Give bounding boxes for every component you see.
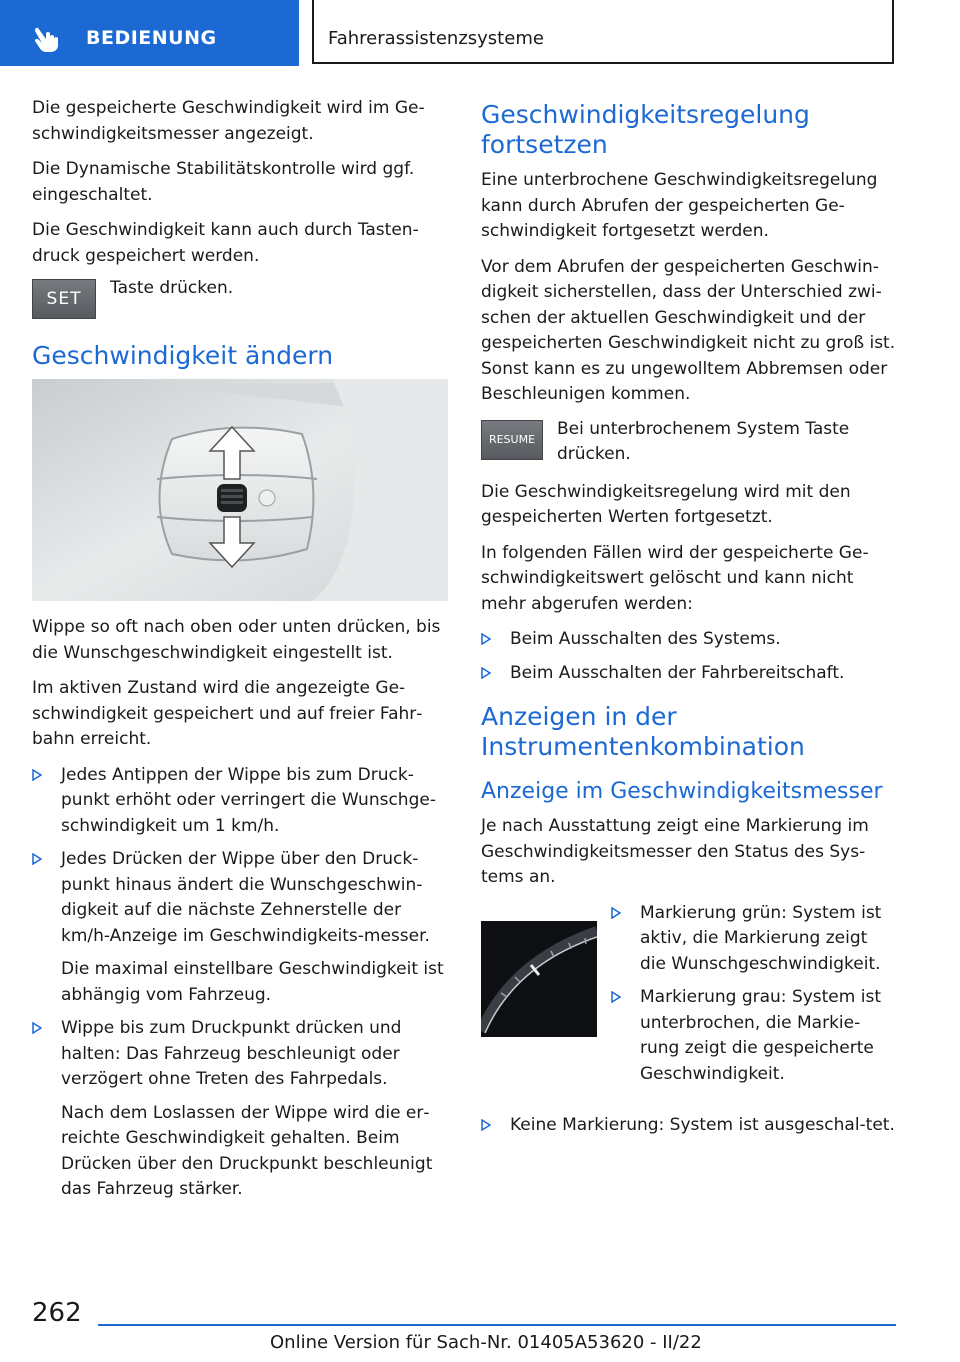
- bullet-triangle-icon: [481, 1119, 491, 1131]
- paragraph: Die Geschwindigkeit kann auch durch Tasten‐druck gespeichert werden.: [32, 220, 419, 266]
- speedometer-arc-illustration: [481, 921, 597, 1037]
- rocker-switch-illustration: [32, 379, 448, 601]
- steering-wheel-rocker-photo: [32, 379, 448, 601]
- paragraph: Die Dynamische Stabilitätskontrolle wird ggf. eingeschaltet.: [32, 159, 415, 205]
- set-button-icon: SET: [32, 279, 96, 319]
- section-label: BEDIENUNG: [86, 27, 217, 49]
- page-number: 262: [32, 1298, 82, 1328]
- paragraph: Je nach Ausstattung zeigt eine Markierung im Geschwindigkeitsmesser den Status des Sys‐tems an.: [481, 816, 869, 887]
- list-item: [481, 661, 897, 687]
- sub-heading: Anzeige im Geschwindigkeitsmesser: [481, 779, 883, 804]
- bullet-triangle-icon: [611, 907, 621, 919]
- bullet-triangle-icon: [481, 633, 491, 645]
- list-item-text: Wippe bis zum Druckpunkt drücken und halten: Das Fahrzeug beschleunigt oder verzögert ohne Treten des Fahrpedals.: [61, 1018, 402, 1089]
- list-item-text: Markierung grau: System ist unterbrochen, die Markie‐rung zeigt die gespeicherte Geschwindigkeit.: [640, 987, 881, 1084]
- list-item: [611, 901, 897, 978]
- list-item-continuation: Nach dem Loslassen der Wippe wird die er‐reichte Geschwindigkeit gehalten. Beim Drücken über den Druckpunkt beschleunigt das Fahrzeug stärker.: [61, 1102, 433, 1199]
- speedometer-photo: [481, 921, 597, 1037]
- list-item: [611, 985, 897, 1087]
- list-item-text: Markierung grün: System ist aktiv, die Markierung zeigt die Wunschgeschwindigkeit.: [640, 902, 882, 974]
- list-item-text: Jedes Drücken der Wippe über den Druck‐punkt hinaus ändert die Wunschgeschwin‐digkeit auf die nächste Zehnerstelle der km/h-Anzeige im Geschwindigkeits‐messer.: [61, 849, 430, 946]
- paragraph: In folgenden Fällen wird der gespeicherte Ge‐schwindigkeitswert gelöscht und kann nicht mehr abgerufen werden:: [481, 542, 869, 614]
- pointing-hand-icon: [32, 24, 66, 54]
- list-item-text: Keine Markierung: System ist ausgeschal‐tet.: [510, 1115, 895, 1135]
- list-item-text: Beim Ausschalten des Systems.: [510, 629, 781, 649]
- section-heading: Anzeigen in der Instrumentenkombination: [481, 702, 805, 761]
- bullet-list: [481, 1113, 897, 1139]
- resume-instruction-text: Bei unterbrochenem System Taste drücken.: [557, 418, 850, 464]
- list-item-text: Jedes Antippen der Wippe bis zum Druck‐punkt erhöht oder verringert die Wunschge‐schwindigkeit um 1 km/h.: [61, 764, 436, 836]
- list-item: [481, 1113, 897, 1139]
- bullet-triangle-icon: [32, 769, 42, 781]
- paragraph: Die Geschwindigkeitsregelung wird mit den gespeicherten Werten fortgesetzt.: [481, 481, 851, 527]
- paragraph: Die gespeicherte Geschwindigkeit wird im Ge‐schwindigkeitsmesser angezeigt.: [32, 98, 425, 144]
- list-item: [32, 763, 448, 840]
- marking-bullet-list: [611, 901, 897, 1096]
- footer-divider: [98, 1324, 896, 1326]
- chapter-tab: [312, 0, 894, 64]
- set-instruction-text: Taste drücken.: [110, 278, 234, 298]
- left-column: [32, 96, 448, 1213]
- bullet-triangle-icon: [32, 853, 42, 865]
- paragraph: Wippe so oft nach oben oder unten drücken, bis die Wunschgeschwindigkeit eingestellt ist.: [32, 617, 441, 663]
- list-item: [481, 627, 897, 653]
- bullet-triangle-icon: [611, 991, 621, 1003]
- section-tab: [0, 0, 299, 66]
- page-header: [0, 0, 960, 66]
- chapter-label: Fahrerassistenzsysteme: [328, 28, 544, 49]
- paragraph: Eine unterbrochene Geschwindigkeitsregelung kann durch Abrufen der gespeicherten Ge‐schwindigkeit fortgesetzt werden.: [481, 170, 878, 241]
- footer-online-version: Online Version für Sach-Nr. 01405A53620 - II/22: [270, 1332, 702, 1353]
- section-heading: Geschwindigkeitsregelung fortsetzen: [481, 100, 810, 159]
- paragraph: Im aktiven Zustand wird die angezeigte Ge‐schwindigkeit gespeichert und auf freier Fahr‐bahn erreicht.: [32, 678, 423, 749]
- bullet-list: [481, 627, 897, 686]
- list-item-continuation: Die maximal einstellbare Geschwindigkeit ist abhängig vom Fahrzeug.: [61, 959, 444, 1005]
- bullet-list: [32, 763, 448, 1203]
- speedometer-marking-info: [481, 901, 897, 1106]
- section-heading: Geschwindigkeit ändern: [32, 341, 334, 370]
- list-item-text: Beim Ausschalten der Fahrbereitschaft.: [510, 662, 845, 683]
- bullet-triangle-icon: [32, 1022, 42, 1034]
- list-item: [32, 847, 448, 1008]
- right-column: [481, 96, 897, 1149]
- set-instruction: [32, 279, 448, 319]
- resume-instruction: [481, 420, 897, 468]
- resume-button-icon: RESUME: [481, 420, 543, 460]
- paragraph: Vor dem Abrufen der gespeicherten Geschwin‐digkeit sicherstellen, dass der Unterschied zwi‐schen der aktuellen Geschwindigkeit und der gespeicherten Geschwindigkeit nicht zu groß ist. Sonst kann es zu ungewolltem Abbremsen oder Beschleunigen kommen.: [481, 256, 896, 404]
- list-item: [32, 1016, 448, 1203]
- bullet-triangle-icon: [481, 667, 491, 679]
